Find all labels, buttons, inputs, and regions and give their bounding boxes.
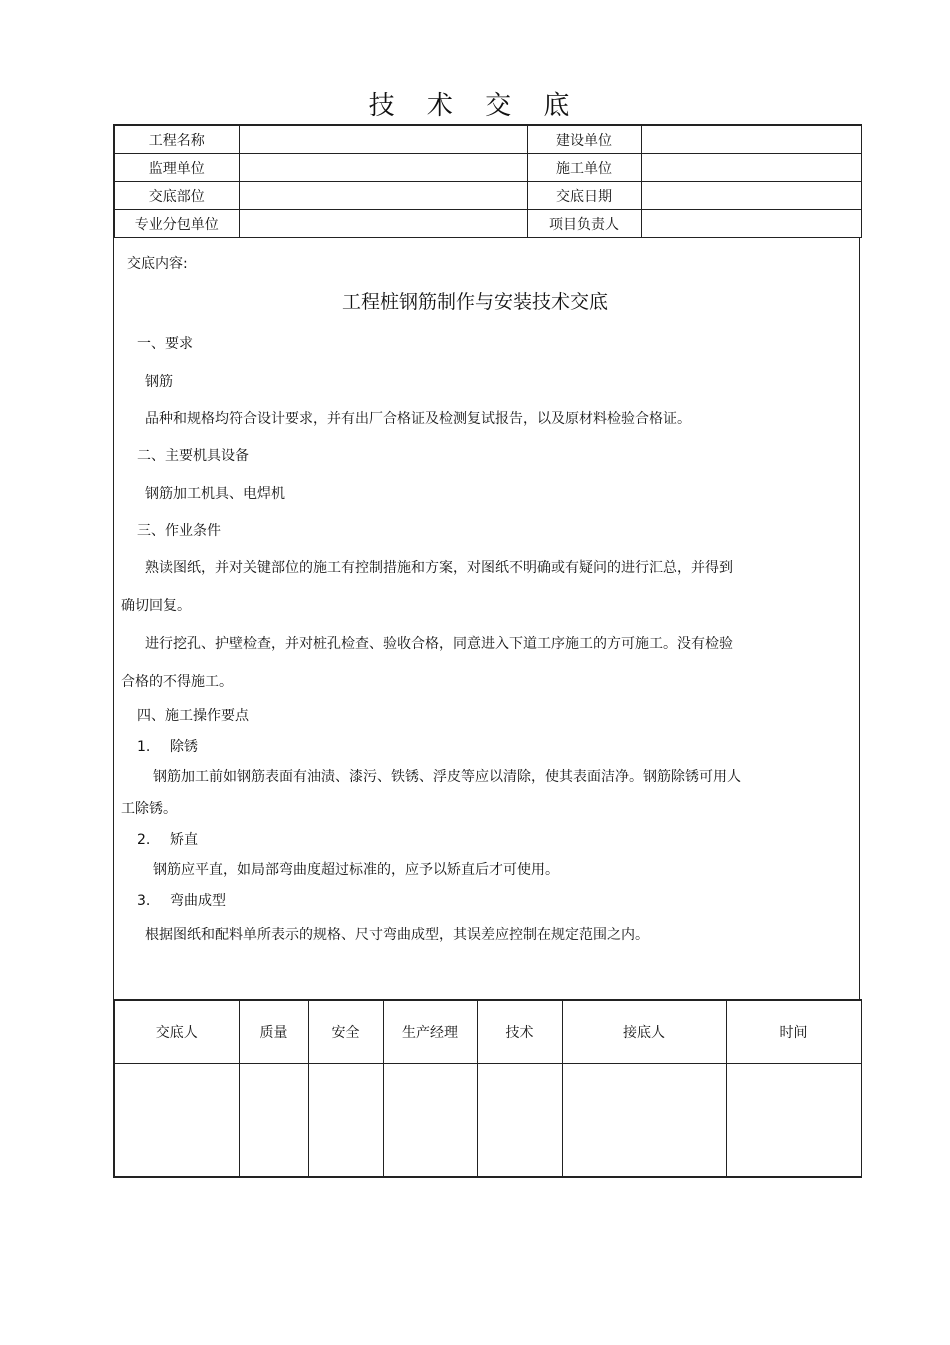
subcontractor-field[interactable] <box>239 210 527 238</box>
discloser-signature-cell[interactable] <box>114 1064 239 1178</box>
builder-unit-field[interactable] <box>641 154 861 182</box>
section-2-text: 钢筋加工机具、电焊机 <box>145 486 285 502</box>
quality-header: 质量 <box>239 1000 308 1064</box>
item-3-title: 弯曲成型 <box>170 893 226 909</box>
safety-header: 安全 <box>308 1000 383 1064</box>
item-2-title: 矫直 <box>170 832 198 848</box>
section-1-text: 品种和规格均符合设计要求，并有出厂合格证及检测复试报告，以及原材料检验合格证。 <box>145 411 691 427</box>
item-2-text: 钢筋应平直，如局部弯曲度超过标准的，应予以矫直后才可使用。 <box>153 862 559 878</box>
safety-signature-cell[interactable] <box>308 1064 383 1178</box>
content-box <box>113 238 860 999</box>
builder-unit-label: 施工单位 <box>527 154 641 182</box>
location-label: 交底部位 <box>114 182 239 210</box>
info-row <box>114 210 861 238</box>
project-name-label: 工程名称 <box>114 125 239 154</box>
production-manager-header: 生产经理 <box>383 1000 477 1064</box>
project-info-table <box>113 124 862 238</box>
time-cell[interactable] <box>726 1064 861 1178</box>
date-field[interactable] <box>641 182 861 210</box>
quality-signature-cell[interactable] <box>239 1064 308 1178</box>
location-field[interactable] <box>239 182 527 210</box>
section-2-heading: 二、主要机具设备 <box>137 448 249 464</box>
item-1-title: 除锈 <box>170 739 198 755</box>
construction-unit-field[interactable] <box>641 125 861 154</box>
manager-field[interactable] <box>641 210 861 238</box>
section-4-heading: 四、施工操作要点 <box>137 708 249 724</box>
section-3-para-1-line-2: 确切回复。 <box>121 598 191 614</box>
technical-signature-cell[interactable] <box>477 1064 562 1178</box>
content-title: 工程桩钢筋制作与安装技术交底 <box>341 291 608 313</box>
section-3-para-2-line-1: 进行挖孔、护壁检查，并对桩孔检查、验收合格，同意进入下道工序施工的方可施工。没有检验 <box>145 636 733 652</box>
manager-label: 项目负责人 <box>527 210 641 238</box>
section-1-heading: 一、要求 <box>137 336 193 352</box>
signature-row <box>114 1064 861 1178</box>
item-1-line-1: 钢筋加工前如钢筋表面有油渍、漆污、铁锈、浮皮等应以清除，使其表面洁净。钢筋除锈可用人 <box>153 769 741 785</box>
content-label: 交底内容: <box>127 256 188 272</box>
item-2-number: 2. <box>137 832 151 848</box>
supervision-unit-label: 监理单位 <box>114 154 239 182</box>
item-1-number: 1. <box>137 739 151 755</box>
signature-table <box>113 999 862 1178</box>
receiver-header: 接底人 <box>562 1000 726 1064</box>
technical-header: 技术 <box>477 1000 562 1064</box>
signature-header-row <box>114 1000 861 1064</box>
info-row <box>114 125 861 154</box>
item-3-text: 根据图纸和配料单所表示的规格、尺寸弯曲成型，其误差应控制在规定范围之内。 <box>145 927 649 943</box>
production-manager-signature-cell[interactable] <box>383 1064 477 1178</box>
info-row <box>114 182 861 210</box>
info-row <box>114 154 861 182</box>
document-title: 技 术 交 底 <box>368 91 582 121</box>
receiver-signature-cell[interactable] <box>562 1064 726 1178</box>
item-1-line-2: 工除锈。 <box>121 801 177 817</box>
section-3-para-2-line-2: 合格的不得施工。 <box>121 674 233 690</box>
date-label: 交底日期 <box>527 182 641 210</box>
section-3-para-1-line-1: 熟读图纸，并对关键部位的施工有控制措施和方案，对图纸不明确或有疑问的进行汇总，并得到 <box>145 560 733 576</box>
construction-unit-label: 建设单位 <box>527 125 641 154</box>
supervision-unit-field[interactable] <box>239 154 527 182</box>
time-header: 时间 <box>726 1000 861 1064</box>
item-3-number: 3. <box>137 893 151 909</box>
project-name-field[interactable] <box>239 125 527 154</box>
subcontractor-label: 专业分包单位 <box>114 210 239 238</box>
discloser-header: 交底人 <box>114 1000 239 1064</box>
section-1-item: 钢筋 <box>145 374 173 390</box>
section-3-heading: 三、作业条件 <box>137 523 221 539</box>
